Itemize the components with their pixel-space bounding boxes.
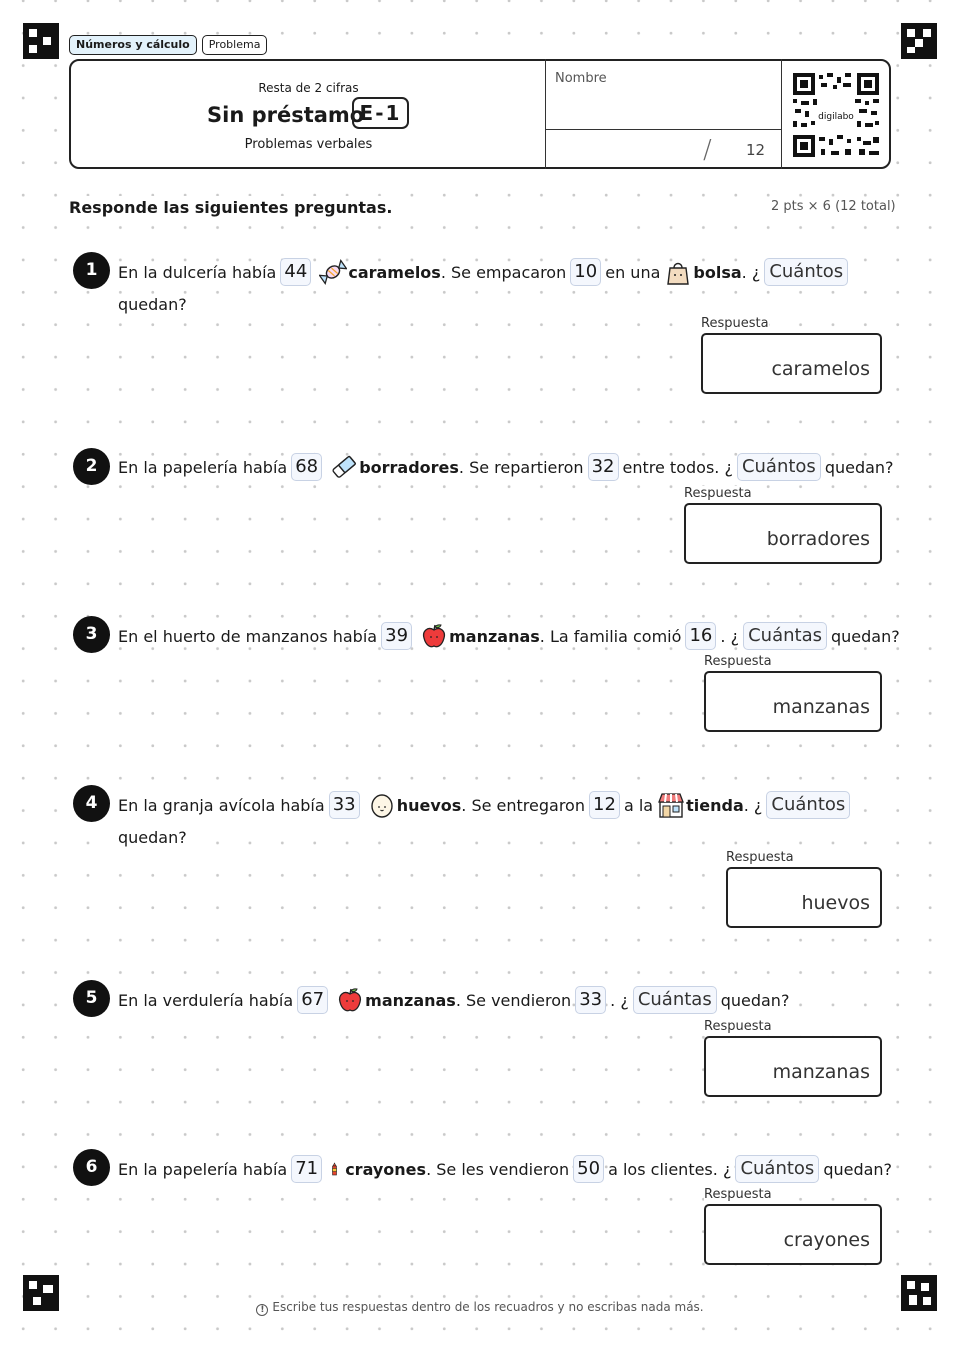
question-number: 2 [73, 448, 110, 485]
number-box: 32 [588, 453, 619, 481]
answer-box[interactable] [704, 671, 882, 732]
question-text: En la dulcería había 44 caramelos . Se empacaron 10 en una bolsa . ¿ Cuántos [118, 255, 852, 289]
tag-group [69, 35, 267, 55]
response-label: Respuesta [684, 486, 752, 501]
response-label: Respuesta [704, 654, 772, 669]
egg-icon [368, 791, 396, 819]
question-word: Cuántas [743, 622, 827, 650]
number-box: 33 [575, 986, 606, 1014]
number-box: 68 [291, 453, 322, 481]
worksheet-header [69, 59, 891, 169]
name-divider [546, 129, 781, 130]
question-number: 6 [73, 1149, 110, 1186]
answer-unit: manzanas [772, 1061, 870, 1083]
response-label: Respuesta [701, 316, 769, 331]
number-box: 67 [297, 986, 328, 1014]
qr-label: digilabo [818, 112, 854, 122]
number-box: 12 [589, 791, 620, 819]
answer-box[interactable] [704, 1036, 882, 1097]
question-word: Cuántos [735, 1155, 819, 1183]
name-field[interactable] [545, 59, 782, 169]
answer-unit: caramelos [771, 358, 870, 380]
store-icon [657, 791, 685, 819]
tag-numeros-calculo: Números y cálculo [69, 35, 197, 55]
question-number: 5 [73, 980, 110, 1017]
number-box: 50 [573, 1155, 604, 1183]
question-word: Cuántas [633, 986, 717, 1014]
corner-marker-top-right [901, 23, 937, 59]
qr-code-icon [793, 73, 879, 157]
question-text-continued: quedan? [118, 295, 187, 314]
corner-marker-top-left [23, 23, 59, 59]
number-box: 44 [280, 258, 311, 286]
response-label: Respuesta [704, 1019, 772, 1034]
question-word: Cuántos [766, 791, 850, 819]
number-box: 33 [329, 791, 360, 819]
apple-icon [336, 986, 364, 1014]
number-box: 10 [570, 258, 601, 286]
apple-icon [420, 622, 448, 650]
eraser-icon [330, 453, 358, 481]
question-text: En la granja avícola había 33 huevos . Se entregaron 12 a la tienda . ¿ Cuántos [118, 788, 854, 822]
question-number: 3 [73, 616, 110, 653]
response-label: Respuesta [704, 1187, 772, 1202]
question-text: En la papelería había 71 crayones . Se les vendieron 50 a los clientes. ¿ Cuántos quedan? [118, 1152, 892, 1186]
instructions: Responde las siguientes preguntas. [69, 198, 393, 217]
points-info: 2 pts × 6 (12 total) [771, 199, 896, 214]
info-icon: ! [256, 1304, 268, 1316]
answer-unit: borradores [766, 528, 870, 550]
footer-note [0, 1300, 960, 1316]
candy-icon [319, 258, 347, 286]
answer-unit: crayones [783, 1229, 870, 1251]
answer-box[interactable] [704, 1204, 882, 1265]
worksheet-code: E-1 [352, 97, 409, 129]
tag-problema: Problema [202, 35, 268, 55]
page-title: Sin préstamo [207, 103, 365, 127]
question-text: En el huerto de manzanos había 39 manzanas . La familia comió 16 . ¿ Cuántas quedan? [118, 619, 900, 653]
score-slash: / [703, 135, 712, 165]
number-box: 16 [685, 622, 716, 650]
number-box: 39 [381, 622, 412, 650]
name-label: Nombre [555, 71, 607, 86]
question-word: Cuántos [764, 258, 848, 286]
bag-icon [664, 258, 692, 286]
crayon-icon [330, 1155, 344, 1183]
header-title-block [71, 61, 546, 167]
question-number: 4 [73, 785, 110, 822]
question-text: En la papelería había 68 borradores . Se repartieron 32 entre todos. ¿ Cuántos quedan? [118, 450, 894, 484]
header-subtitle: Resta de 2 cifras [258, 81, 359, 95]
response-label: Respuesta [726, 850, 794, 865]
answer-box[interactable] [701, 333, 882, 394]
answer-unit: huevos [801, 892, 870, 914]
question-text: En la verdulería había 67 manzanas . Se vendieron 33 . ¿ Cuántas quedan? [118, 983, 789, 1017]
answer-box[interactable] [726, 867, 882, 928]
question-word: Cuántos [737, 453, 821, 481]
score-total: 12 [746, 141, 766, 159]
footer-text: Escribe tus respuestas dentro de los recuadros y no escribas nada más. [272, 1300, 704, 1314]
answer-box[interactable] [684, 503, 882, 564]
question-text-continued: quedan? [118, 828, 187, 847]
question-number: 1 [73, 252, 110, 289]
number-box: 71 [291, 1155, 322, 1183]
answer-unit: manzanas [772, 696, 870, 718]
header-category: Problemas verbales [244, 137, 373, 152]
